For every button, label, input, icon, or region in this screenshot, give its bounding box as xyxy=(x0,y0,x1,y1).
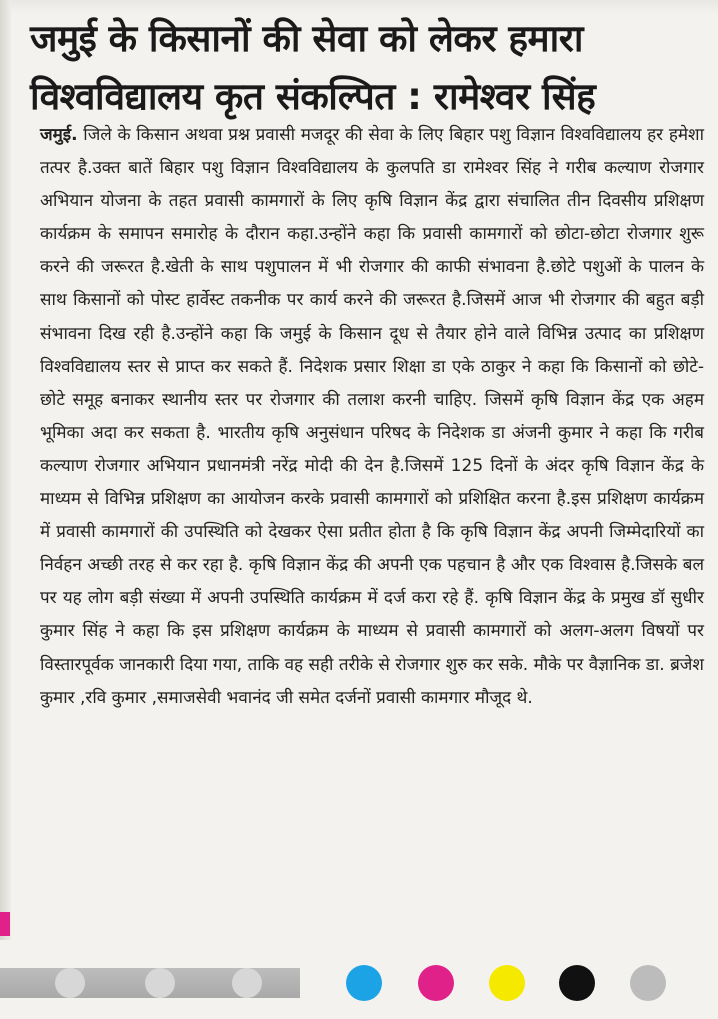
yellow-registration-dot xyxy=(489,965,525,1001)
grey-registration-dot-3 xyxy=(232,968,262,998)
grey-registration-dot-1 xyxy=(55,968,85,998)
cyan-registration-dot xyxy=(346,965,382,1001)
magenta-registration-dot xyxy=(418,965,454,1001)
headline-line-2: विश्वविद्यालय कृत संकल्पित : रामेश्वर सिंह xyxy=(30,75,596,118)
grey-registration-dot-2 xyxy=(145,968,175,998)
magenta-margin-mark xyxy=(0,912,10,936)
headline xyxy=(30,10,710,126)
article-dateline: जमुई. xyxy=(40,125,78,145)
black-registration-dot xyxy=(559,965,595,1001)
headline-line-1: जमुई के किसानों की सेवा को लेकर हमारा xyxy=(30,17,583,60)
grey-registration-dot xyxy=(630,965,666,1001)
article-body xyxy=(40,119,704,715)
page-left-margin xyxy=(0,0,11,940)
article-text: जिले के किसान अथवा प्रश्न प्रवासी मजदूर की सेवा के लिए बिहार पशु विज्ञान विश्वविद्यालय हर हमेशा तत्पर है.उक्त बातें बिहार पशु विज्ञान विश्वविद्यालय के कुलपति डा रामेश्वर सिंह ने गरीब कल्याण रोजगार अभियान योजना के तहत प्रवासी कामगारों के लिए कृषि विज्ञान केंद्र द्वारा संचालित तीन दिवसीय प्रशिक्षण कार्यक्रम के समापन समारोह के दौरान कहा.उन्होंने कहा कि प्रवासी कामगारों को छोटा-छोटा रोजगार शुरू करने की जरूरत है.खेती के साथ पशुपालन में भी रोजगार की काफी संभावना है.छोटे पशुओं के पालन के साथ किसानों को पोस्ट हार्वेस्ट तकनीक पर कार्य करने की जरूरत है.जिसमें आज भी रोजगार की बहुत बड़ी संभावना दिख रही है.उन्होंने कहा कि जमुई के किसान दूध से तैयार होने वाले विभिन्न उत्पाद का प्रशिक्षण विश्वविद्यालय स्तर से प्राप्त कर सकते हैं. निदेशक प्रसार शिक्षा डा एके ठाकुर ने कहा कि किसानों को छोटे-छोटे समूह बनाकर स्थानीय स्तर पर रोजगार की तलाश करनी चाहिए. जिसमें कृषि विज्ञान केंद्र एक अहम भूमिका अदा कर सकता है. भारतीय कृषि अनुसंधान परिषद के निदेशक डा अंजनी कुमार ने कहा कि गरीब कल्याण रोजगार अभियान प्रधानमंत्री नरेंद्र मोदी की देन है.जिसमें 125 दिनों के अंदर कृषि विज्ञान केंद्र के माध्यम से विभिन्न प्रशिक्षण का आयोजन करके प्रवासी कामगारों को प्रशिक्षित करना है.इस प्रशिक्षण कार्यक्रम में प्रवासी कामगारों की उपस्थिति को देखकर ऐसा प्रतीत होता है कि कृषि विज्ञान केंद्र अपनी जिम्मेदारियों का निर्वहन अच्छी तरह से कर रहा है. कृषि विज्ञान केंद्र की अपनी एक पहचान है और एक विश्वास है.जिसके बल पर यह लोग बड़ी संख्या में अपनी उपस्थिति कार्यक्रम में दर्ज करा रहे हैं. कृषि विज्ञान केंद्र के प्रमुख डॉ सुधीर कुमार सिंह ने कहा कि इस प्रशिक्षण कार्यक्रम के माध्यम से प्रवासी कामगारों को अलग-अलग विषयों पर विस्तारपूर्वक जानकारी दिया गया, ताकि वह सही तरीके से रोजगार शुरु कर सके. मौके पर वैज्ञानिक डा. ब्रजेश कुमार ,रवि कुमार ,समाजसेवी भवानंद जी समेत दर्जनों प्रवासी कामगार मौजूद थे. xyxy=(40,125,704,708)
